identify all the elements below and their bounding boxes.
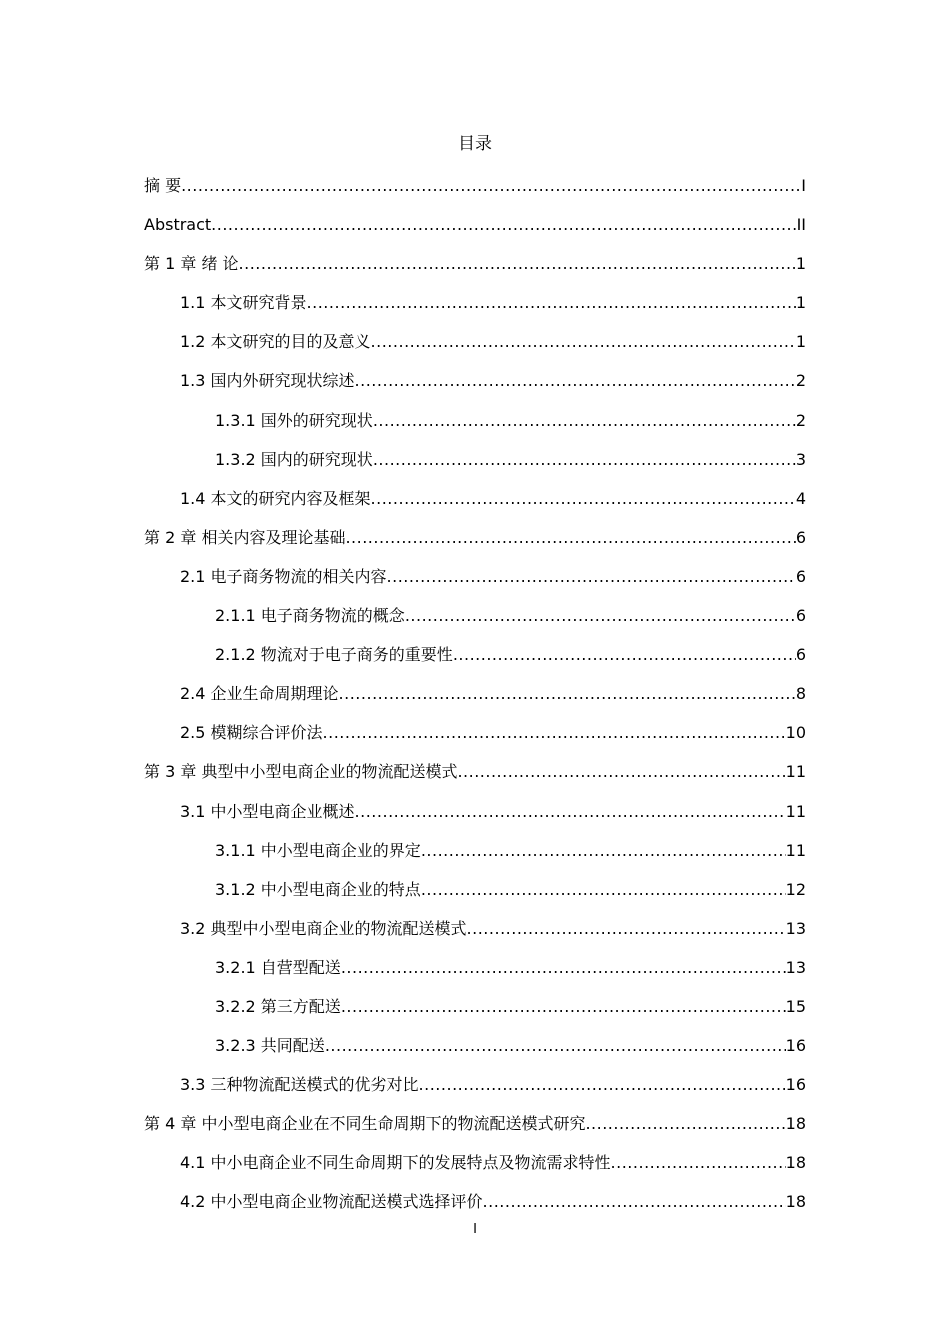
toc-entry[interactable] [144, 291, 806, 330]
toc-entry-title: 第 2 章 相关内容及理论基础 [144, 527, 346, 547]
toc-dot-leader [453, 643, 796, 667]
toc-dot-leader [373, 409, 796, 433]
toc-dot-leader [387, 565, 796, 589]
toc-entry-title: 1.3.1 国外的研究现状 [215, 410, 373, 430]
toc-entry-page: 1 [795, 254, 806, 274]
toc-dot-leader [355, 369, 796, 393]
toc-dot-leader [373, 448, 796, 472]
toc-entry[interactable] [144, 409, 806, 448]
toc-entry[interactable] [144, 565, 806, 604]
toc-entry[interactable] [144, 330, 806, 369]
toc-entry[interactable] [144, 487, 806, 526]
toc-dot-leader [467, 917, 786, 941]
toc-entry-title: 第 1 章 绪 论 [144, 254, 239, 274]
toc-entry[interactable] [144, 995, 806, 1034]
toc-entry-page: 16 [785, 1036, 806, 1056]
toc-entry-title: 3.2 典型中小型电商企业的物流配送模式 [180, 918, 467, 938]
toc-entry-title: 2.1 电子商务物流的相关内容 [180, 566, 387, 586]
toc-list [144, 174, 806, 1230]
toc-dot-leader [239, 252, 796, 276]
toc-entry-title: 1.4 本文的研究内容及框架 [180, 488, 371, 508]
toc-entry-page: 13 [785, 918, 806, 938]
toc-entry[interactable] [144, 1034, 806, 1073]
toc-dot-leader [405, 604, 796, 628]
page-number: I [473, 1222, 477, 1237]
toc-dot-leader [341, 995, 786, 1019]
toc-dot-leader [323, 721, 786, 745]
toc-entry-title: 3.1.2 中小型电商企业的特点 [215, 879, 421, 899]
toc-entry-title: 2.1.2 物流对于电子商务的重要性 [215, 645, 453, 665]
toc-entry-title: 1.2 本文研究的目的及意义 [180, 332, 371, 352]
toc-dot-leader [341, 956, 786, 980]
toc-entry[interactable] [144, 213, 806, 252]
toc-dot-leader [483, 1190, 786, 1214]
toc-entry-page: 18 [785, 1114, 806, 1134]
toc-entry[interactable] [144, 839, 806, 878]
toc-entry[interactable] [144, 682, 806, 721]
toc-entry-page: 4 [795, 488, 806, 508]
toc-entry-page: 15 [785, 996, 806, 1016]
toc-entry[interactable] [144, 174, 806, 213]
toc-entry-title: 1.3 国内外研究现状综述 [180, 371, 355, 391]
toc-entry-title: 2.1.1 电子商务物流的概念 [215, 606, 405, 626]
toc-entry-title: 2.4 企业生命周期理论 [180, 684, 339, 704]
toc-dot-leader [371, 487, 796, 511]
toc-dot-leader [345, 526, 795, 550]
toc-entry-page: 1 [795, 293, 806, 313]
toc-dot-leader [421, 878, 786, 902]
toc-entry-page: 11 [785, 762, 806, 782]
toc-entry-page: 18 [785, 1153, 806, 1173]
toc-entry[interactable] [144, 956, 806, 995]
toc-entry-page: 6 [795, 566, 806, 586]
toc-dot-leader [585, 1112, 785, 1136]
toc-entry-page: 3 [795, 449, 806, 469]
toc-entry[interactable] [144, 1112, 806, 1151]
toc-entry-title: 2.5 模糊综合评价法 [180, 723, 323, 743]
toc-entry-title: 4.1 中小电商企业不同生命周期下的发展特点及物流需求特性 [180, 1153, 611, 1173]
toc-entry[interactable] [144, 917, 806, 956]
toc-entry-page: 12 [785, 879, 806, 899]
toc-entry[interactable] [144, 604, 806, 643]
toc-dot-leader [421, 839, 786, 863]
toc-entry[interactable] [144, 369, 806, 408]
toc-entry-title: 摘 要 [144, 176, 182, 195]
toc-entry-page: 1 [795, 332, 806, 352]
toc-entry-title: 第 3 章 典型中小型电商企业的物流配送模式 [144, 762, 458, 782]
toc-entry-title: 3.2.1 自营型配送 [215, 957, 341, 977]
toc-dot-leader [181, 174, 801, 198]
toc-entry[interactable] [144, 760, 806, 799]
toc-dot-leader [339, 682, 796, 706]
toc-entry[interactable] [144, 1073, 806, 1112]
toc-dot-leader [419, 1073, 786, 1097]
toc-dot-leader [371, 330, 796, 354]
toc-entry-page: 11 [785, 801, 806, 821]
toc-entry[interactable] [144, 721, 806, 760]
toc-entry-title: 第 4 章 中小型电商企业在不同生命周期下的物流配送模式研究 [144, 1114, 586, 1134]
toc-entry[interactable] [144, 252, 806, 291]
toc-entry-title: 3.3 三种物流配送模式的优劣对比 [180, 1075, 419, 1095]
toc-entry-page: 6 [795, 645, 806, 665]
toc-dot-leader [325, 1034, 786, 1058]
toc-dot-leader [457, 760, 785, 784]
toc-entry-page: 6 [795, 527, 806, 547]
toc-entry-page: 8 [795, 684, 806, 704]
toc-entry-page: 10 [785, 723, 806, 743]
toc-dot-leader [355, 800, 786, 824]
toc-entry-page: II [796, 215, 806, 235]
toc-entry-title: Abstract [144, 215, 212, 235]
toc-dot-leader [211, 213, 796, 237]
page-title: 目录 [458, 134, 492, 154]
toc-dot-leader [307, 291, 796, 315]
toc-entry-page: 2 [795, 371, 806, 391]
toc-entry-title: 3.2.2 第三方配送 [215, 996, 341, 1016]
toc-dot-leader [611, 1151, 786, 1175]
toc-entry-page: 6 [795, 606, 806, 626]
toc-entry-page: 13 [785, 957, 806, 977]
toc-entry-page: 18 [785, 1192, 806, 1212]
toc-entry-title: 3.1.1 中小型电商企业的界定 [215, 840, 421, 860]
toc-entry[interactable] [144, 643, 806, 682]
toc-entry[interactable] [144, 800, 806, 839]
toc-entry-title: 1.3.2 国内的研究现状 [215, 449, 373, 469]
toc-entry-page: 2 [795, 410, 806, 430]
toc-entry[interactable] [144, 1151, 806, 1190]
toc-entry[interactable] [144, 878, 806, 917]
toc-entry-page: 11 [785, 840, 806, 860]
toc-entry[interactable] [144, 448, 806, 487]
toc-entry-page: I [801, 176, 806, 195]
toc-entry-page: 16 [785, 1075, 806, 1095]
toc-entry-title: 3.2.3 共同配送 [215, 1036, 325, 1056]
toc-entry-title: 3.1 中小型电商企业概述 [180, 801, 355, 821]
toc-entry-title: 1.1 本文研究背景 [180, 293, 307, 313]
toc-entry-title: 4.2 中小型电商企业物流配送模式选择评价 [180, 1192, 483, 1212]
toc-entry[interactable] [144, 526, 806, 565]
